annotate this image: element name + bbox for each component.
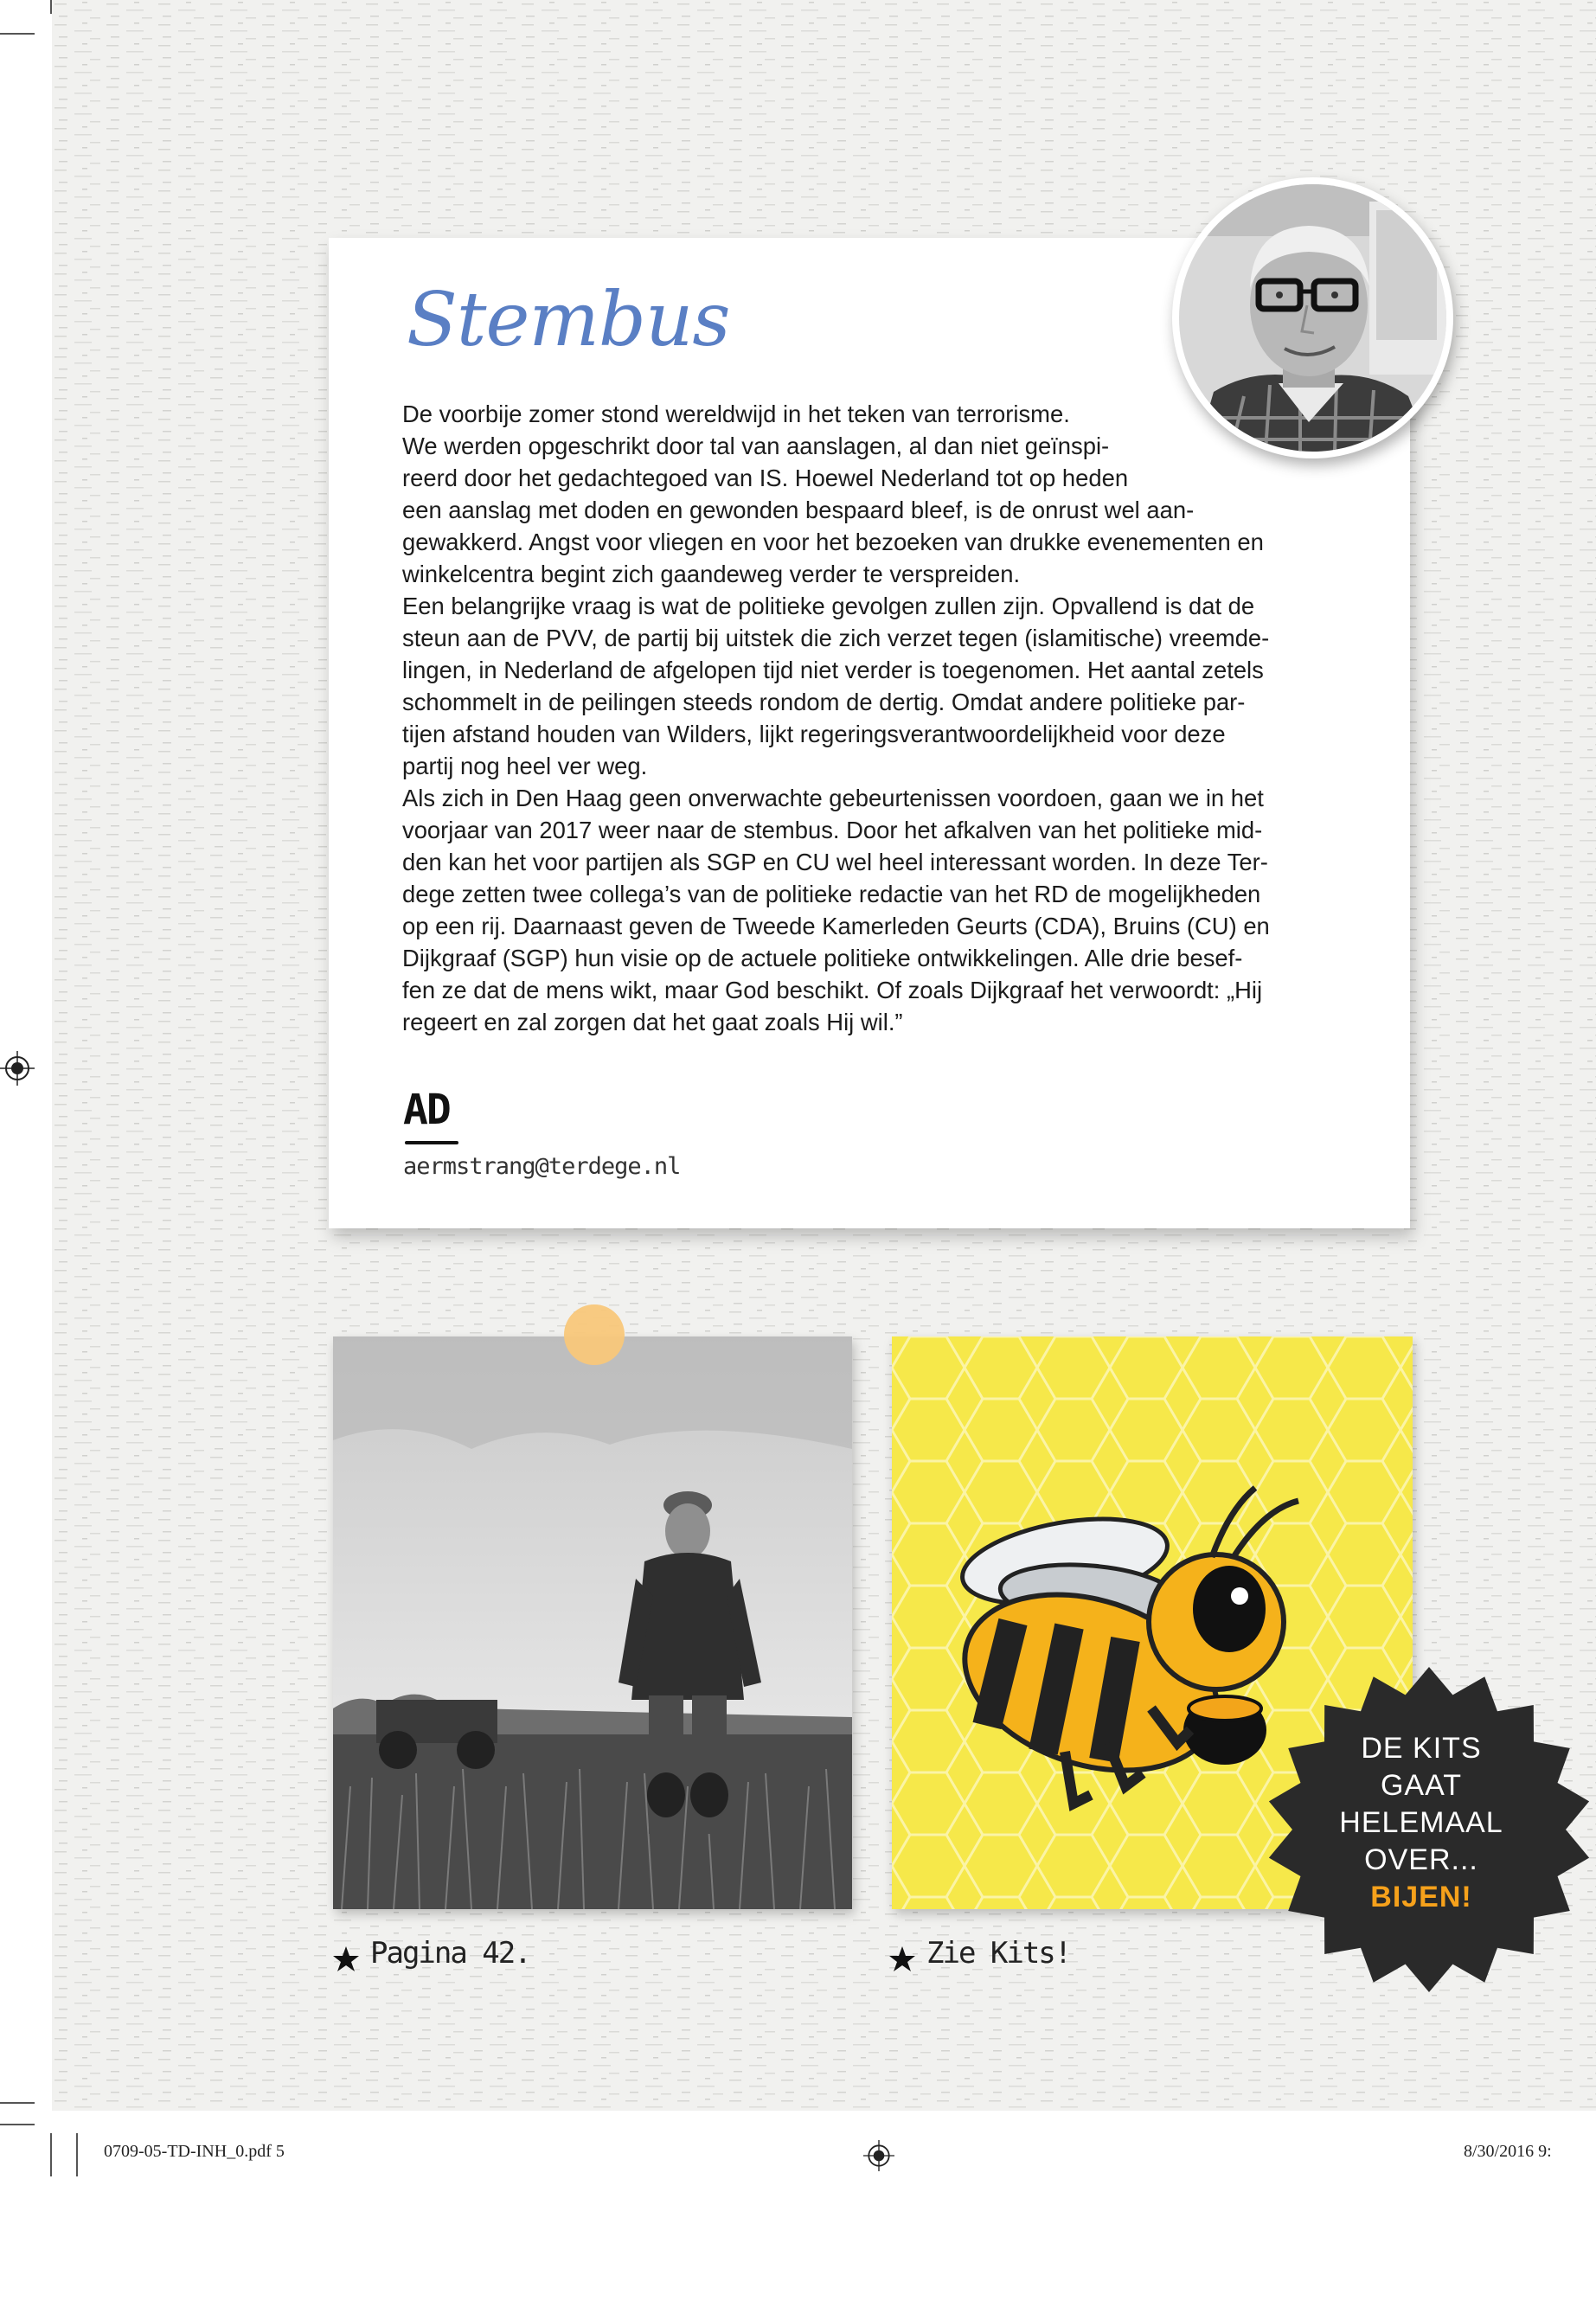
badge-line: OVER... bbox=[1364, 1843, 1478, 1876]
body-line: tijen afstand houden van Wilders, lijkt regeringsverantwoordelijkheid voor deze bbox=[402, 721, 1226, 747]
body-line: regeert en zal zorgen dat het gaat zoals Hij wil.” bbox=[402, 1009, 903, 1035]
registration-mark-icon bbox=[0, 1051, 35, 1086]
registration-mark-icon bbox=[863, 2140, 894, 2171]
body-line: een aanslag met doden en gewonden bespaard bleef, is de onrust wel aan- bbox=[402, 497, 1195, 523]
farmer-photo bbox=[333, 1336, 852, 1909]
print-slug-date: 8/30/2016 9: bbox=[1464, 2142, 1552, 2161]
crop-mark bbox=[0, 2124, 35, 2125]
body-line: reerd door het gedachtegoed van IS. Hoewel Nederland tot op heden bbox=[402, 465, 1129, 491]
body-line: We werden opgeschrikt door tal van aanslagen, al dan niet geïnspi- bbox=[402, 433, 1110, 459]
caption-page-ref: Pagina 42. bbox=[370, 1936, 530, 1971]
body-line: gewakkerd. Angst voor vliegen en voor het bezoeken van drukke evenementen en bbox=[402, 529, 1264, 555]
portrait-photo bbox=[1179, 184, 1446, 452]
photo-pin bbox=[564, 1304, 625, 1365]
body-line: schommelt in de peilingen steeds rondom de dertig. Omdat andere politieke par- bbox=[402, 689, 1246, 715]
body-line: fen ze dat de mens wikt, maar God beschikt. Of zoals Dijkgraaf het verwoordt: „Hij bbox=[402, 977, 1263, 1003]
crop-mark bbox=[50, 2133, 52, 2176]
crop-mark bbox=[0, 2102, 35, 2104]
article-title: Stembus bbox=[407, 277, 730, 363]
body-line: Dijkgraaf (SGP) hun visie op de actuele politieke ontwikkelingen. Alle drie besef- bbox=[402, 945, 1243, 971]
badge-line: GAAT bbox=[1380, 1769, 1463, 1802]
body-line: op een rij. Daarnaast geven de Tweede Kamerleden Geurts (CDA), Bruins (CU) en bbox=[402, 913, 1270, 939]
badge-line: DE KITS bbox=[1361, 1732, 1482, 1765]
star-icon bbox=[888, 1945, 917, 1974]
crop-mark bbox=[50, 0, 52, 14]
body-line: lingen, in Nederland de afgelopen tijd niet verder is toegenomen. Het aantal zetels bbox=[402, 657, 1264, 683]
article-body bbox=[402, 398, 1336, 1038]
crop-mark bbox=[0, 33, 35, 35]
body-line: Als zich in Den Haag geen onverwachte gebeurtenissen voordoen, gaan we in het bbox=[402, 785, 1264, 811]
body-line: Een belangrijke vraag is wat de politieke gevolgen zullen zijn. Opvallend is dat de bbox=[402, 593, 1255, 619]
badge-accent: BIJEN! bbox=[1370, 1881, 1472, 1913]
body-line: voorjaar van 2017 weer naar de stembus. Door het afkalven van het politieke mid- bbox=[402, 817, 1263, 843]
signature-underline bbox=[405, 1141, 458, 1144]
badge-line: HELEMAAL bbox=[1339, 1806, 1503, 1839]
author-signature: AD bbox=[403, 1086, 450, 1134]
caption-kits-ref: Zie Kits! bbox=[926, 1936, 1071, 1971]
body-line: De voorbije zomer stond wereldwijd in het teken van terrorisme. bbox=[402, 401, 1070, 427]
body-line: steun aan de PVV, de partij bij uitstek die zich verzet tegen (islamitische) vreemde- bbox=[402, 625, 1270, 651]
body-line: winkelcentra begint zich gaandeweg verder te verspreiden. bbox=[402, 561, 1021, 587]
star-icon bbox=[331, 1945, 361, 1974]
body-line: partij nog heel ver weg. bbox=[402, 753, 648, 779]
print-slug-file: 0709-05-TD-INH_0.pdf 5 bbox=[104, 2142, 285, 2161]
badge-text bbox=[1265, 1730, 1578, 1916]
author-portrait bbox=[1172, 177, 1453, 458]
body-line: den kan het voor partijen als SGP en CU wel heel interessant worden. In deze Ter- bbox=[402, 849, 1268, 875]
author-email: aermstrang@terdege.nl bbox=[403, 1153, 681, 1180]
body-line: dege zetten twee collega’s van de politieke redactie van het RD de mogelijkheden bbox=[402, 881, 1261, 907]
crop-mark bbox=[76, 2133, 78, 2176]
